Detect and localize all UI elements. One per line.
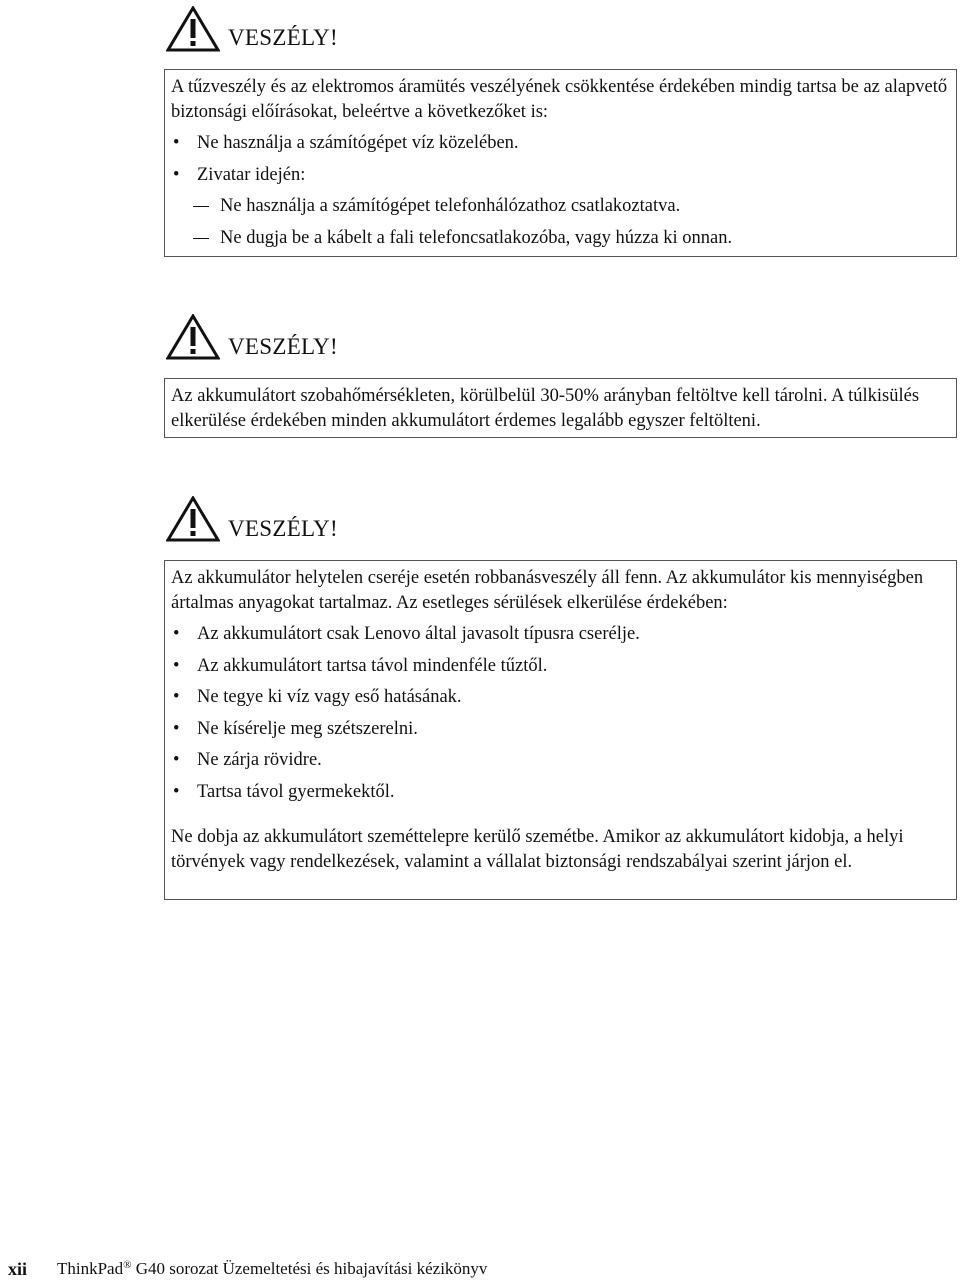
notice-text: Az akkumulátort szobahőmérsékleten, körülbelül 30-50% arányban feltöltve kell tárolni. A túlkisülés elkerülése érdekében minden akkumulátort érdemes legalább egyszer feltölteni. <box>171 386 920 431</box>
notice-box-3 <box>164 560 957 900</box>
book-title-rest: G40 sorozat Üzemeltetési és hibajavítási kézikönyv <box>131 1259 488 1278</box>
page-number: xii <box>8 1259 28 1279</box>
bullet-item: • Ne tegye ki víz vagy eső hatásának. <box>171 685 950 710</box>
notice-intro: A tűzveszély és az elektromos áramütés veszélyének csökkentése érdekében mindig tartsa be az alapvető biztonsági előírásokat, beleértve a következőket is: <box>171 77 948 122</box>
danger-title: VESZÉLY! <box>228 334 338 359</box>
notice-outro: Ne dobja az akkumulátort szeméttelepre kerülő szemétbe. Amikor az akkumulátort kidobja, a helyi törvények vagy rendelkezések, valamint a vállalat biztonsági rendszabályai szerint járjon el. <box>171 827 904 872</box>
notice-box-1 <box>164 69 957 257</box>
dash-item: Ne dugja be a kábelt a fali telefoncsatlakozóba, vagy húzza ki onnan. <box>171 226 950 251</box>
warning-triangle-icon <box>166 496 220 542</box>
danger-title: VESZÉLY! <box>228 25 338 50</box>
bullet-item: • Ne zárja rövidre. <box>171 748 950 773</box>
notice-intro: Az akkumulátor helytelen cseréje esetén robbanásveszély áll fenn. Az akkumulátor kis mennyiségben ártalmas anyagokat tartalmaz. Az esetleges sérülések elkerülése érdekében: <box>171 568 924 613</box>
bullet-item: • Tartsa távol gyermekektől. <box>171 780 950 805</box>
warning-triangle-icon <box>166 314 220 360</box>
bullet-item: • Az akkumulátort tartsa távol mindenféle tűztől. <box>171 654 950 679</box>
registered-mark: ® <box>123 1259 132 1271</box>
bullet-item: • Zivatar idején: <box>171 163 950 188</box>
book-title-brand: ThinkPad <box>57 1259 124 1278</box>
bullet-item: • Ne kísérelje meg szétszerelni. <box>171 717 950 742</box>
bullet-item: • Az akkumulátort csak Lenovo által javasolt típusra cserélje. <box>171 622 950 647</box>
bullet-item: • Ne használja a számítógépet víz közelében. <box>171 131 950 156</box>
notice-box-2 <box>164 378 957 438</box>
book-title <box>57 1259 487 1279</box>
danger-title: VESZÉLY! <box>228 516 338 541</box>
dash-item: Ne használja a számítógépet telefonhálózathoz csatlakoztatva. <box>171 194 950 219</box>
warning-triangle-icon <box>166 6 220 52</box>
